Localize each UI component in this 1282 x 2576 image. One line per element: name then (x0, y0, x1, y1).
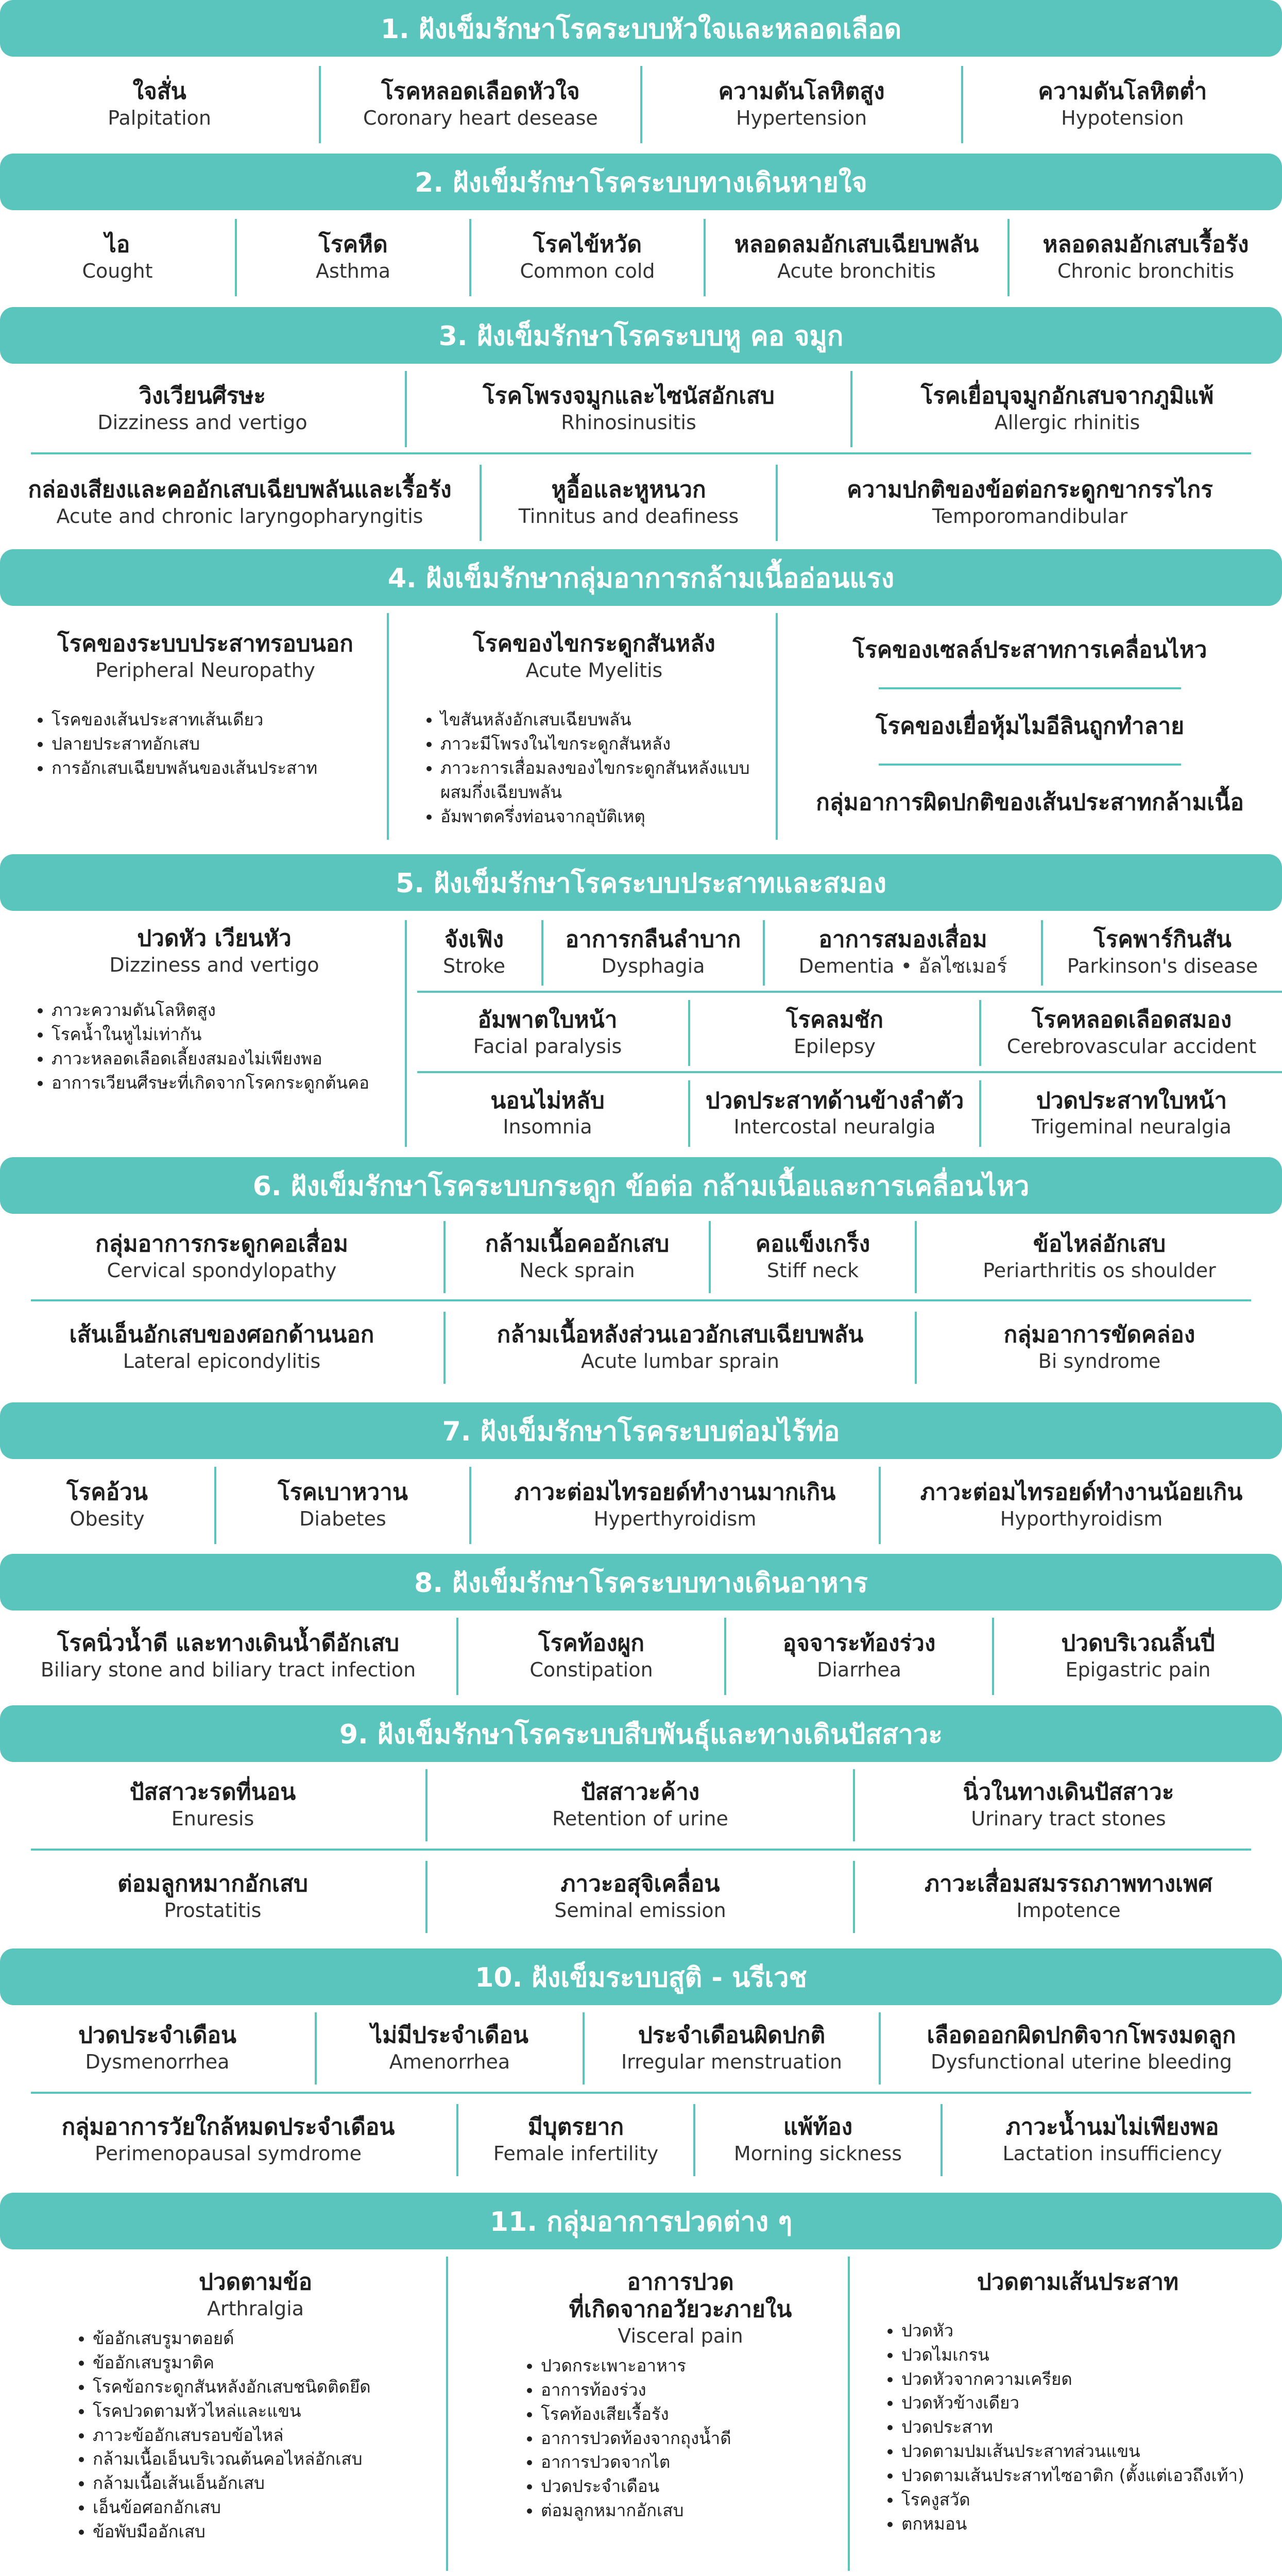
list-item: • โรคงูสวัด (901, 2488, 1275, 2512)
thai-label: โรคพาร์กินสัน (1093, 926, 1232, 953)
english-label: Acute and chronic laryngopharyngitis (56, 504, 423, 528)
thai-label: กล้ามเนื้อหลังส่วนเอวอักเสบเฉียบพลัน (497, 1321, 864, 1348)
english-label: Stroke (442, 955, 506, 978)
english-label: Acute lumbar sprain (581, 1349, 779, 1372)
divider (31, 2092, 1251, 2094)
list-item: • อาการเวียนศีรษะที่เกิดจากโรคกระดูกต้นคอ (52, 1071, 398, 1095)
list-item: • ภาวะความดันโลหิตสูง (52, 998, 398, 1023)
section-11-title: 11. กลุ่มอาการปวดต่าง ๆ (489, 2206, 793, 2238)
english-label: Dizziness and vertigo (97, 411, 307, 434)
english-label: Coronary heart desease (363, 106, 598, 129)
thai-label: ปวดประจำเดือน (78, 2022, 236, 2048)
thai-label: ข้อไหล่อักเสบ (1033, 1230, 1166, 1257)
section-10-body (0, 2012, 1282, 2182)
section-9-header (0, 1705, 1282, 1762)
section-5-body (0, 920, 1282, 1147)
thai-label: โรคของไขกระดูกสันหลัง (473, 631, 715, 657)
english-label: Diarrhea (817, 1658, 901, 1681)
english-label: Retention of urine (552, 1807, 728, 1830)
list-item: • ไขสันหลังอักเสบเฉียบพลัน (440, 708, 768, 732)
thai-label: เลือดออกผิดปกติจากโพรงมดลูก (927, 2022, 1236, 2048)
thai-label: ปวดบริเวณลิ้นปี่ (1061, 1630, 1215, 1656)
list-item: • ข้ออักเสบรูมาติค (93, 2351, 439, 2375)
section-9-title: 9. ฝังเข็มรักษาโรคระบบสืบพันธุ์และทางเดินปัสสาวะ (339, 1719, 943, 1750)
divider (31, 1849, 1251, 1851)
condition-intercostal-neuralgia (690, 1080, 981, 1147)
thai-label: อุจจาระท้องร่วง (782, 1630, 936, 1656)
thai-label: โรคหลอดเลือดสมอง (1031, 1006, 1232, 1033)
list-item: • กล้ามเนื้อเอ็นบริเวณต้นคอไหล่อักเสบ (93, 2447, 439, 2471)
list-item: • ปวดประสาท (901, 2415, 1275, 2439)
thai-label: กลุ่มอาการกระดูกคอเสื่อม (95, 1230, 349, 1257)
english-label: Urinary tract stones (971, 1807, 1166, 1830)
condition-stiff-neck (711, 1221, 917, 1293)
divider (31, 1299, 1251, 1301)
condition-diarrhea (726, 1618, 994, 1695)
list-item: • อัมพาตครึ่งท่อนจากอุบัติเหตุ (440, 805, 768, 829)
divider (417, 991, 1282, 993)
english-label: Peripheral Neuropathy (95, 658, 316, 682)
thai-label: ปวดตามเส้นประสาท (977, 2269, 1179, 2295)
arthralgia-list (72, 2327, 439, 2544)
section-5-header (0, 854, 1282, 911)
list-item: • กล้ามเนื้อเส้นเอ็นอักเสบ (93, 2471, 439, 2496)
thai-label: กลุ่มอาการวัยใกล้หมดประจำเดือน (61, 2113, 395, 2140)
neuromuscular-group (778, 613, 1282, 840)
thai-label: หูอื้อและหูหนวก (551, 476, 706, 503)
list-item: • ภาวะการเสื่อมลงของไขกระดูกสันหลังแบบผสมกึ่งเฉียบพลัน (440, 756, 768, 805)
english-label: Epigastric pain (1065, 1658, 1211, 1681)
english-label: Constipation (529, 1658, 653, 1681)
thai-label: กล่องเสียงและคออักเสบเฉียบพลันและเรื้อรัง (28, 476, 452, 503)
english-label: Periarthritis os shoulder (983, 1259, 1216, 1282)
english-label: Lactation insufficiency (1002, 2142, 1222, 2165)
english-label: Palpitation (108, 106, 211, 129)
list-item: • โรคของเส้นประสาทเส้นเดียว (52, 708, 380, 732)
section-8-title: 8. ฝังเข็มรักษาโรคระบบทางเดินอาหาร (414, 1567, 868, 1599)
english-label: Biliary stone and biliary tract infection (40, 1658, 416, 1681)
english-label: Hyporthyroidism (1000, 1507, 1163, 1530)
condition-cough (0, 219, 237, 296)
list-item: • ภาวะข้ออักเสบรอบข้อไหล่ (93, 2424, 439, 2448)
english-label: Irregular menstruation (621, 2050, 843, 2073)
thai-label: ไม่มีประจำเดือน (371, 2022, 528, 2048)
neuro-grid (407, 920, 1282, 1147)
section-4-title: 4. ฝังเข็มรักษากลุ่มอาการกล้ามเนื้ออ่อนแรง (387, 563, 895, 594)
thai-label: กล้ามเนื้อคออักเสบ (485, 1230, 670, 1257)
section-2-title: 2. ฝังเข็มรักษาโรคระบบทางเดินหายใจ (415, 167, 867, 198)
thai-label: วิงเวียนศีรษะ (139, 382, 266, 409)
list-item: • ปลายประสาทอักเสบ (52, 732, 380, 756)
condition-obesity (0, 1467, 216, 1544)
condition-lateral-epicondylitis (0, 1312, 446, 1384)
visceral-pain-group (448, 2257, 850, 2571)
english-label: Hypotension (1061, 106, 1184, 129)
divider (31, 452, 1251, 454)
list-item: • การอักเสบเฉียบพลันของเส้นประสาท (52, 756, 380, 781)
list-item: • ข้ออักเสบรูมาตอยด์ (93, 2327, 439, 2351)
thai-label: โรคอ้วน (66, 1479, 148, 1505)
thai-label: ปวดประสาทใบหน้า (1036, 1087, 1227, 1114)
list-item: • อาการปวดจากไต (541, 2450, 841, 2475)
thai-label: คอแข็งเกร็ง (755, 1230, 870, 1257)
demyelinating-disease: โรคของเยื่อหุ้มไมอีลินถูกทำลาย (876, 713, 1184, 739)
section-8-header (0, 1554, 1282, 1611)
neuralgia-group (850, 2257, 1282, 2571)
english-label: Arthralgia (207, 2297, 304, 2320)
section-3-title: 3. ฝังเข็มรักษาโรคระบบหู คอ จมูก (438, 320, 844, 352)
condition-coronary (321, 66, 642, 143)
condition-acute-bronchitis (706, 219, 1010, 296)
thai-label: อัมพาตใบหน้า (477, 1006, 618, 1033)
condition-trigeminal-neuralgia (981, 1080, 1282, 1147)
english-label: Asthma (315, 259, 391, 282)
list-item: • ปวดหัวจากความเครียด (901, 2367, 1275, 2392)
section-7-title: 7. ฝังเข็มรักษาโรคระบบต่อมไร้ท่อ (442, 1416, 840, 1447)
english-label: Stiff neck (766, 1259, 859, 1282)
thai-label: ไอ (105, 231, 130, 258)
list-item: • ปวดหัว (901, 2319, 1275, 2343)
english-label: Prostatitis (164, 1899, 262, 1922)
english-label: Perimenopausal symdrome (95, 2142, 362, 2165)
english-label: Parkinson's disease (1067, 955, 1258, 978)
thai-label: ปวดหัว เวียนหัว (137, 925, 292, 952)
thai-label: กลุ่มอาการขัดคล่อง (1003, 1321, 1195, 1348)
condition-stroke (407, 920, 543, 986)
english-label: Diabetes (299, 1507, 386, 1530)
visceral-pain-list (520, 2354, 841, 2523)
thai-label: ปัสสาวะรดที่นอน (129, 1778, 296, 1805)
english-label: Common cold (520, 259, 655, 282)
list-item: • โรคปวดตามหัวไหล่และแขน (93, 2399, 439, 2424)
condition-constipation (458, 1618, 726, 1695)
thai-label: ความดันโลหิตสูง (718, 78, 885, 105)
condition-acute-lumbar-sprain (446, 1312, 917, 1384)
english-label: Hypertension (736, 106, 867, 129)
divider (417, 1071, 1282, 1073)
list-item: • ภาวะหลอดเลือดเลี้ยงสมองไม่เพียงพอ (52, 1047, 398, 1071)
condition-periarthritis-shoulder (917, 1221, 1282, 1293)
thai-label: ภาวะเสื่อมสมรรถภาพทางเพศ (924, 1870, 1213, 1897)
condition-neck-sprain (446, 1221, 711, 1293)
condition-temporomandibular (778, 465, 1282, 541)
condition-diabetes (216, 1467, 471, 1544)
section-9-body (0, 1769, 1282, 1939)
english-label: Dementia • อัลไซเมอร์ (798, 955, 1007, 978)
section-3-body (0, 371, 1282, 541)
list-item: • อาการปวดท้องจากถุงน้ำดี (541, 2427, 841, 2451)
condition-cerebrovascular (981, 1000, 1282, 1066)
condition-dementia (765, 920, 1043, 986)
condition-bi-syndrome (917, 1312, 1282, 1384)
section-4-body (0, 613, 1282, 845)
thai-label: อาการสมองเสื่อม (818, 926, 987, 953)
english-label: Allergic rhinitis (994, 411, 1140, 434)
peripheral-neuropathy-list (31, 708, 380, 781)
list-item: • โรคน้ำในหูไม่เท่ากัน (52, 1023, 398, 1047)
thai-label: โรคของระบบประสาทรอบนอก (57, 631, 353, 657)
english-label: Morning sickness (733, 2142, 902, 2165)
condition-dizziness (0, 371, 407, 447)
english-label: Facial paralysis (473, 1035, 622, 1058)
thai-label: โรคหืด (318, 231, 388, 258)
condition-epilepsy (690, 1000, 981, 1066)
condition-urine-retention (428, 1769, 855, 1841)
list-item: • ปวดตามปมเส้นประสาทส่วนแขน (901, 2439, 1275, 2464)
condition-urinary-stones (855, 1769, 1282, 1841)
english-label: Cought (82, 259, 153, 282)
thai-label: เส้นเอ็นอักเสบของศอกด้านนอก (69, 1321, 374, 1348)
neuromuscular-disorder: กลุ่มอาการผิดปกติของเส้นประสาทกล้ามเนื้อ (816, 789, 1244, 816)
condition-perimenopausal (0, 2104, 458, 2176)
condition-seminal-emission (428, 1861, 855, 1933)
condition-lactation (943, 2104, 1282, 2176)
section-1-title: 1. ฝังเข็มรักษาโรคระบบหัวใจและหลอดเลือด (380, 13, 902, 45)
thai-label: โรคเยื่อบุจมูกอักเสบจากภูมิแพ้ (920, 382, 1214, 409)
list-item: • ภาวะมีโพรงในไขกระดูกสันหลัง (440, 732, 768, 756)
english-label: Insomnia (503, 1115, 592, 1139)
thai-label: โรคหลอดเลือดหัวใจ (381, 78, 580, 105)
thai-label: ภาวะต่อมไทรอยด์ทำงานมากเกิน (514, 1479, 836, 1505)
english-label: Tinnitus and deafiness (518, 504, 739, 528)
section-6-body (0, 1221, 1282, 1391)
condition-impotence (855, 1861, 1282, 1933)
condition-hypertension (642, 66, 963, 143)
section-1-header (0, 0, 1282, 57)
section-7-header (0, 1402, 1282, 1459)
english-label: Intercostal neuralgia (733, 1115, 936, 1139)
thai-label: ใจสั่น (132, 78, 186, 105)
thai-label: ปวดประสาทด้านข้างลำตัว (705, 1087, 964, 1114)
motor-neuron-disease: โรคของเซลล์ประสาทการเคลื่อนไหว (852, 636, 1207, 663)
thai-label: โรคนิ่วน้ำดี และทางเดินน้ำดีอักเสบ (57, 1630, 400, 1656)
english-label: Cerebrovascular accident (1006, 1035, 1257, 1058)
condition-prostatitis (0, 1861, 428, 1933)
thai-label: โรคโพรงจมูกและไซนัสอักเสบ (483, 382, 775, 409)
english-label: Dysfunctional uterine bleeding (930, 2050, 1233, 2073)
condition-cervical-spondylopathy (0, 1221, 446, 1293)
thai-label: อาการกลืนลำบาก (565, 926, 741, 953)
english-label: Obesity (70, 1507, 145, 1530)
neuralgia-list (881, 2319, 1275, 2536)
list-item: • ปวดตามเส้นประสาทไซอาติก (ตั้งแต่เอวถึงเท้า) (901, 2464, 1275, 2488)
headache-dizziness-group (0, 920, 407, 1147)
thai-label: ที่เกิดจากอวัยวะภายใน (569, 2296, 792, 2323)
english-label: Acute bronchitis (777, 259, 936, 282)
thai-label: อาการปวด (627, 2269, 734, 2295)
condition-uterine-bleeding (881, 2012, 1282, 2084)
condition-rhinosinusitis (407, 371, 852, 447)
section-10-title: 10. ฝังเข็มระบบสูติ - นรีเวช (475, 1962, 807, 1993)
english-label: Chronic bronchitis (1057, 259, 1235, 282)
thai-label: ภาวะน้ำนมไม่เพียงพอ (1005, 2113, 1219, 2140)
english-label: Neck sprain (519, 1259, 635, 1282)
english-label: Bi syndrome (1038, 1349, 1161, 1372)
section-11-body (0, 2257, 1282, 2576)
english-label: Lateral epicondylitis (123, 1349, 321, 1372)
list-item: • ปวดกระเพาะอาหาร (541, 2354, 841, 2378)
acute-myelitis-group (389, 613, 778, 840)
thai-label: นอนไม่หลับ (490, 1087, 605, 1114)
section-10-header (0, 1948, 1282, 2005)
english-label: Seminal emission (554, 1899, 726, 1922)
condition-irregular-menstruation (585, 2012, 881, 2084)
condition-palpitation (0, 66, 321, 143)
acute-myelitis-list (420, 708, 768, 828)
section-8-body (0, 1618, 1282, 1695)
list-item: • โรคข้อกระดูกสันหลังอักเสบชนิดติดยึด (93, 2375, 439, 2399)
condition-biliary-stone (0, 1618, 458, 1695)
list-item: • ต่อมลูกหมากอักเสบ (541, 2499, 841, 2523)
section-2-body (0, 219, 1282, 296)
list-item: • ปวดไมเกรน (901, 2343, 1275, 2367)
thai-label: จังเฟิง (445, 926, 504, 953)
thai-label: ภาวะอสุจิเคลื่อน (560, 1870, 720, 1897)
condition-hypothyroidism (881, 1467, 1282, 1544)
condition-hyperthyroidism (471, 1467, 881, 1544)
list-item: • ข้อพับมืออักเสบ (93, 2520, 439, 2544)
arthralgia-group (0, 2257, 448, 2571)
section-11-header (0, 2193, 1282, 2249)
english-label: Dysmenorrhea (85, 2050, 230, 2073)
english-label: Temporomandibular (932, 504, 1128, 528)
condition-infertility (458, 2104, 695, 2176)
section-4-header (0, 549, 1282, 606)
list-item: • ตกหมอน (901, 2512, 1275, 2536)
thai-label: มีบุตรยาก (527, 2113, 624, 2140)
thai-label: แพ้ท้อง (783, 2113, 853, 2140)
thai-label: โรคท้องผูก (538, 1630, 645, 1656)
condition-amenorrhea (317, 2012, 585, 2084)
thai-label: ปัสสาวะค้าง (580, 1778, 700, 1805)
thai-label: นิ่วในทางเดินปัสสาวะ (963, 1778, 1174, 1805)
english-label: Amenorrhea (389, 2050, 510, 2073)
thai-label: ภาวะต่อมไทรอยด์ทำงานน้อยเกิน (920, 1479, 1243, 1505)
section-6-title: 6. ฝังเข็มรักษาโรคระบบกระดูก ข้อต่อ กล้ามเนื้อและการเคลื่อนไหว (252, 1171, 1030, 1202)
condition-chronic-bronchitis (1010, 219, 1282, 296)
section-6-header (0, 1157, 1282, 1214)
section-3-header (0, 307, 1282, 364)
thai-label: หลอดลมอักเสบเรื้อรัง (1042, 231, 1249, 258)
thai-label: ความดันโลหิตต่ำ (1038, 78, 1207, 105)
list-item: • ปวดประจำเดือน (541, 2475, 841, 2499)
thai-label: หลอดลมอักเสบเฉียบพลัน (734, 231, 979, 258)
english-label: Female infertility (493, 2142, 659, 2165)
condition-allergic-rhinitis (852, 371, 1282, 447)
list-item: • โรคท้องเสียเรื้อรัง (541, 2402, 841, 2427)
section-7-body (0, 1467, 1282, 1544)
condition-morning-sickness (695, 2104, 943, 2176)
english-label: Acute Myelitis (525, 658, 663, 682)
english-label: Dysphagia (601, 955, 705, 978)
section-1-body (0, 66, 1282, 143)
condition-tinnitus (482, 465, 778, 541)
headache-dizziness-list (31, 998, 398, 1095)
condition-laryngopharyngitis (0, 465, 482, 541)
thai-label: ปวดตามข้อ (199, 2269, 312, 2295)
english-label: Hyperthyroidism (593, 1507, 757, 1530)
english-label: Dizziness and vertigo (109, 953, 319, 976)
english-label: Trigeminal neuralgia (1032, 1115, 1232, 1139)
condition-insomnia (407, 1080, 690, 1147)
thai-label: โรคลมชัก (785, 1006, 884, 1033)
condition-hypotension (963, 66, 1282, 143)
list-item: • อาการท้องร่วง (541, 2378, 841, 2402)
condition-asthma (237, 219, 471, 296)
condition-dysmenorrhea (0, 2012, 317, 2084)
thai-label: ต่อมลูกหมากอักเสบ (117, 1870, 308, 1897)
peripheral-neuropathy-group (0, 613, 389, 840)
thai-label: โรคเบาหวาน (278, 1479, 408, 1505)
english-label: Impotence (1016, 1899, 1121, 1922)
english-label: Cervical spondylopathy (107, 1259, 337, 1282)
condition-dysphagia (543, 920, 765, 986)
condition-common-cold (471, 219, 706, 296)
section-5-title: 5. ฝังเข็มรักษาโรคระบบประสาทและสมอง (396, 868, 886, 899)
english-label: Visceral pain (618, 2324, 743, 2347)
english-label: Enuresis (171, 1807, 254, 1830)
thai-label: ความปกติของข้อต่อกระดูกขากรรไกร (847, 476, 1213, 503)
english-label: Rhinosinusitis (561, 411, 696, 434)
section-2-header (0, 154, 1282, 210)
condition-epigastric-pain (994, 1618, 1282, 1695)
english-label: Epilepsy (793, 1035, 876, 1058)
list-item: • ปวดหัวข้างเดียว (901, 2391, 1275, 2415)
thai-label: ประจำเดือนผิดปกติ (638, 2022, 826, 2048)
condition-facial-paralysis (407, 1000, 690, 1066)
condition-parkinsons (1043, 920, 1282, 986)
list-item: • เอ็นข้อศอกอักเสบ (93, 2496, 439, 2520)
thai-label: โรคไข้หวัด (533, 231, 642, 258)
condition-enuresis (0, 1769, 428, 1841)
